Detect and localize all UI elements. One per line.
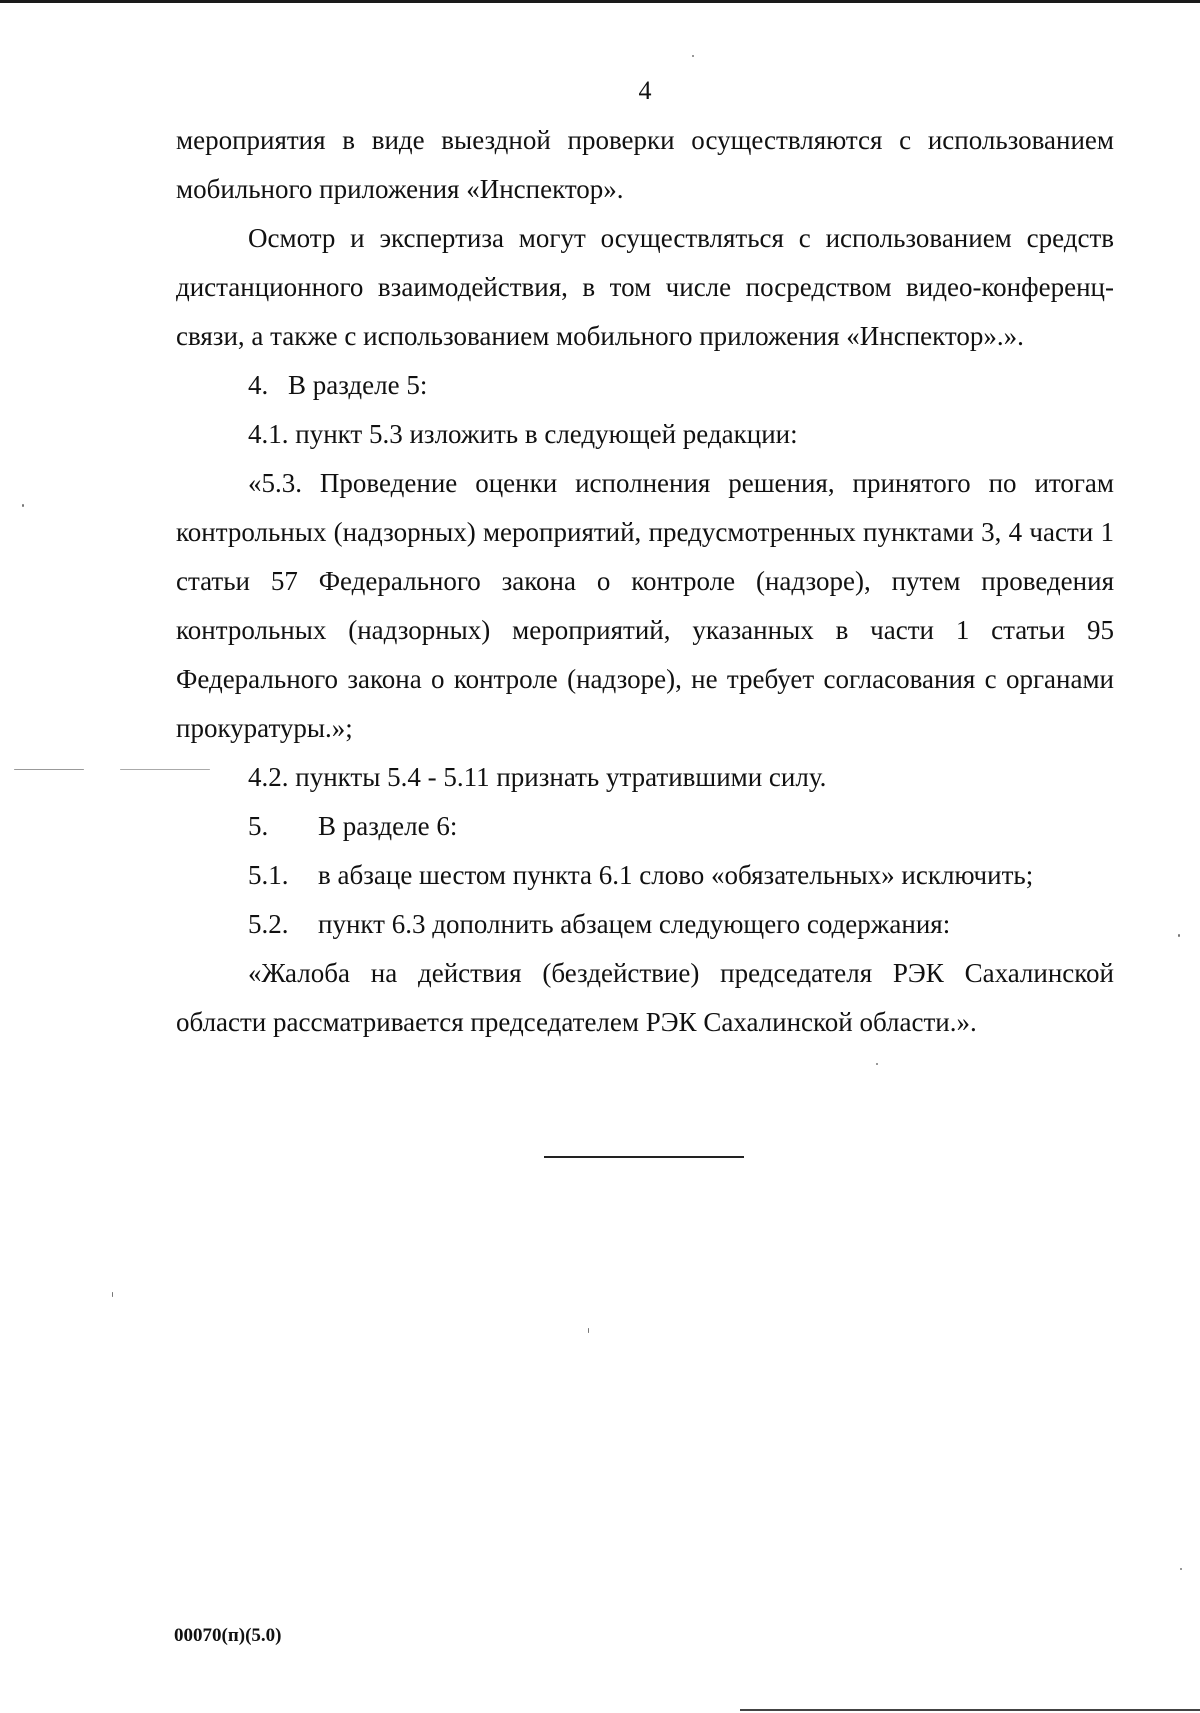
top-edge-rule (0, 0, 1200, 3)
page-number: 4 (638, 76, 652, 105)
paragraph-item-5 (176, 802, 1114, 851)
scan-speck (120, 769, 210, 770)
item-number: 5. (248, 811, 269, 841)
scan-speck (1178, 934, 1180, 937)
paragraph-item-5-1 (176, 851, 1114, 900)
scan-speck (876, 1063, 878, 1065)
scan-speck (112, 1292, 113, 1297)
paragraph-complaint-clause: «Жалоба на действия (бездействие) председателя РЭК Сахалинской области рассматривается председателем РЭК Сахалинской области.». (176, 958, 1114, 1037)
scan-speck (692, 55, 694, 57)
scan-speck (22, 504, 24, 507)
footer-document-code: 00070(п)(5.0) (174, 1625, 282, 1646)
scan-speck (588, 1328, 589, 1333)
item-number: 5.1. (248, 860, 289, 890)
scan-speck (14, 769, 84, 770)
item-text: в абзаце шестом пункта 6.1 слово «обязательных» исключить; (318, 860, 1034, 890)
item-text: В разделе 6: (318, 811, 458, 841)
end-of-text-rule (544, 1156, 744, 1158)
paragraph-inspection-remote: Осмотр и экспертиза могут осуществляться с использованием средств дистанционного взаимодействия, в том числе посредством видео-конференц-связи, а также с использованием мобильного приложения «Инспектор».». (176, 223, 1114, 351)
item-number: 5.2. (248, 909, 289, 939)
item-text: В разделе 5: (288, 370, 428, 400)
paragraph-item-5-2 (176, 900, 1114, 949)
document-body (176, 116, 1114, 1047)
paragraph-clause-5-3: «5.3. Проведение оценки исполнения решения, принятого по итогам контрольных (надзорных) мероприятий, предусмотренных пунктами 3, 4 части 1 статьи 57 Федерального закона о контроле (надзоре), путем проведения контрольных (надзорных) мероприятий, указанных в части 1 статьи 95 Федерального закона о контроле (надзоре), не требует согласования с органами прокуратуры.»; (176, 468, 1114, 743)
bottom-edge-rule (740, 1709, 1200, 1711)
item-text: пункт 6.3 дополнить абзацем следующего содержания: (318, 909, 951, 939)
paragraph-item-4-1: 4.1. пункт 5.3 изложить в следующей редакции: (248, 419, 798, 449)
paragraph-continuation: мероприятия в виде выездной проверки осуществляются с использованием мобильного приложения «Инспектор». (176, 125, 1114, 204)
paragraph-item-4-2: 4.2. пункты 5.4 - 5.11 признать утратившими силу. (248, 762, 827, 792)
item-number: 4. (248, 370, 269, 400)
scan-speck (1180, 1568, 1182, 1570)
paragraph-item-4 (176, 361, 1114, 410)
